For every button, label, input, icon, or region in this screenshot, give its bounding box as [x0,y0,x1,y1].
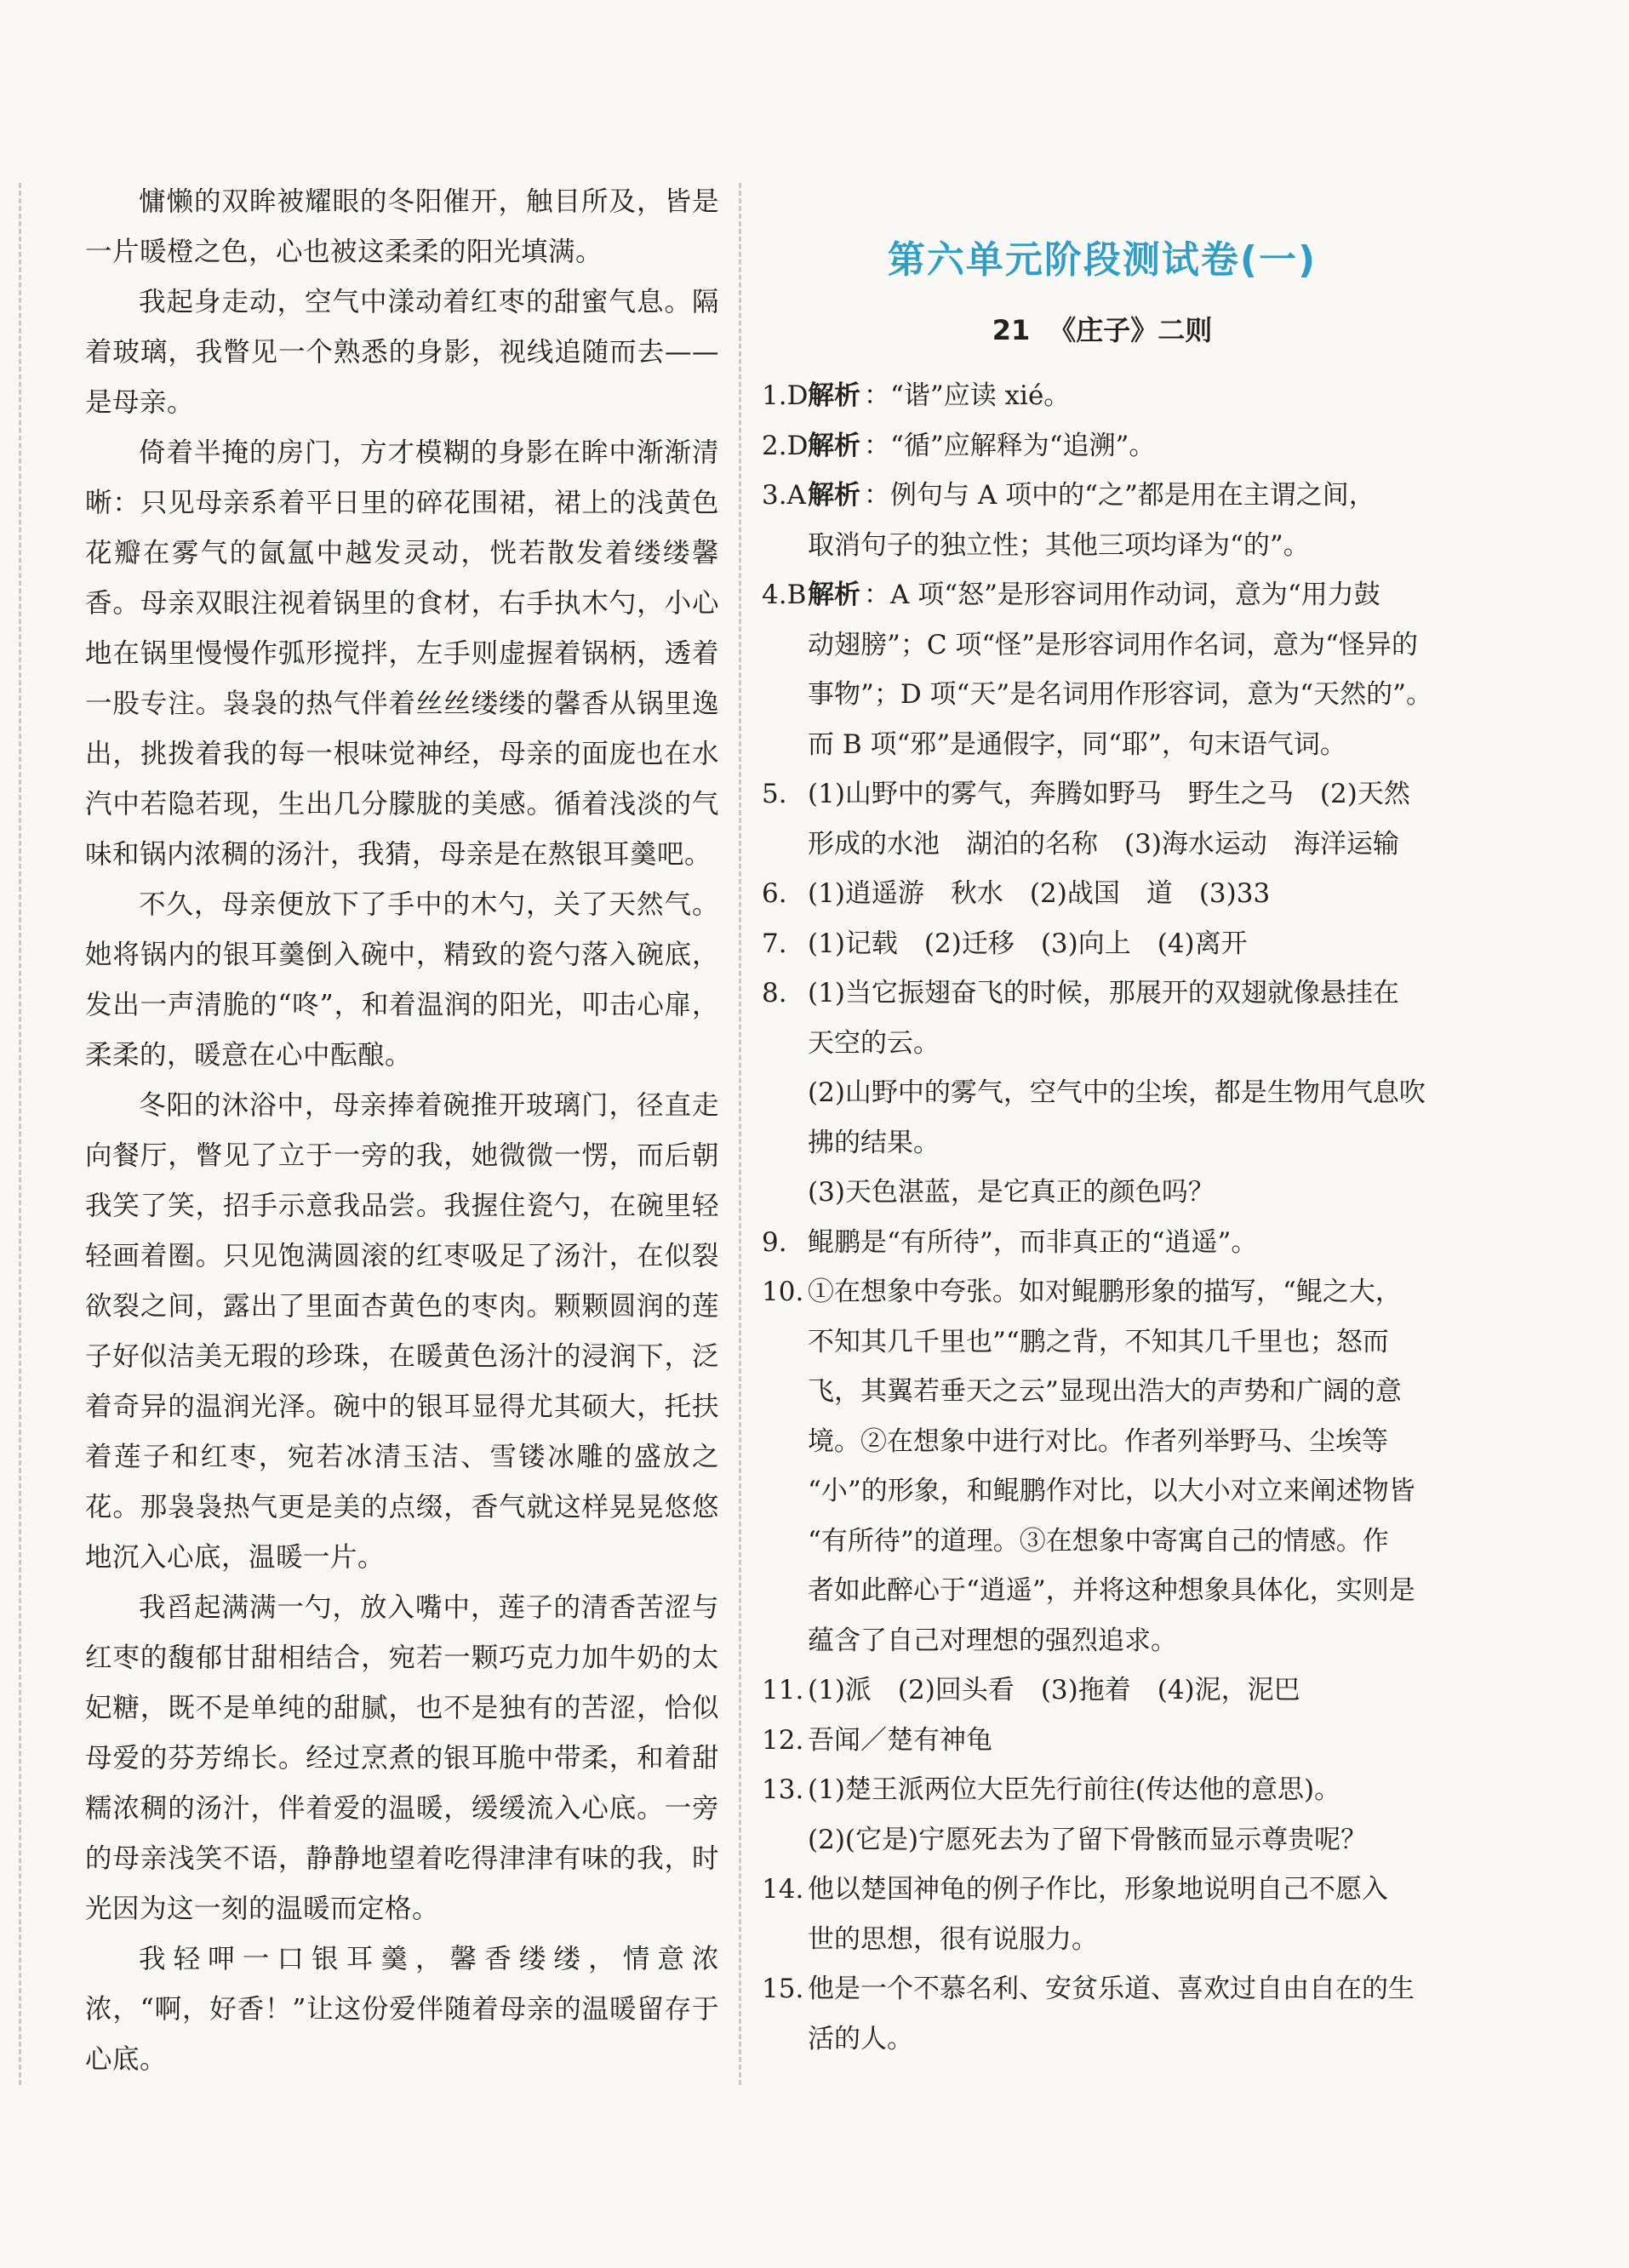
answer-line: “小”的形象，和鲲鹏作对比，以大小对立来阐述物皆 [808,1476,1415,1506]
unit-title: 第六单元阶段测试卷(一) [887,238,1317,282]
answer-line: 他以楚国神龟的例子作比，形象地说明自己不愿入 [808,1874,1388,1905]
answer-line: 飞，其翼若垂天之云”显现出浩大的声势和广阔的意 [808,1376,1402,1407]
answer-line: (1)派 (2)回头看 (3)拖着 (4)泥，泥巴 [808,1675,1300,1705]
answer-line: 取消句子的独立性；其他三项均译为“的”。 [808,529,1310,561]
answer-line: 者如此醉心于“逍遥”，并将这种想象具体化，实则是 [808,1575,1415,1606]
binding-margin-rule [19,183,21,2085]
lesson-name: 《庄子》二则 [1049,314,1213,346]
answer-item [762,471,1443,570]
essay-paragraph: 我轻呷一口银耳羹，馨香缕缕，情意浓浓，“啊，好香！”让这份爱伴随着母亲的温暖留存于心底。 [85,1944,719,2075]
essay-paragraph: 倚着半掩的房门，方才模糊的身影在眸中渐渐清晰：只见母亲系着平日里的碎花围裙，裙上的浅黄色花瓣在雾气的氤氲中越发灵动，恍若散发着缕缕馨香。母亲双眼注视着锅里的食材，右手执木勺，小心地在锅里慢慢作弧形搅拌，左手则虚握着锅柄，透着一股专注。袅袅的热气伴着丝丝缕缕的馨香从锅里逸出，挑拨着我的每一根味觉神经，母亲的面庞也在水汽中若隐若现，生出几分朦胧的美感。循着浅淡的气味和锅内浓稠的汤汁，我猜，母亲是在熬银耳羹吧。 [85,437,719,870]
answer-item [762,1665,1443,1716]
analysis-label: 解析 [808,480,860,511]
answer-line: 天空的云。 [808,1027,940,1059]
column-divider [739,183,741,2085]
answer-item [762,769,1443,869]
answer-item [762,968,1443,1218]
lesson-title [762,308,1443,352]
answer-number: 15. [762,1974,804,2004]
answer-item [762,1218,1443,1268]
answer-number: 2.D [762,430,809,461]
answer-item [762,919,1443,969]
essay-column [85,177,719,2085]
answer-line: 蕴含了自己对理想的强烈追求。 [808,1625,1177,1656]
answer-line: 而 B 项“邪”是通假字，同“耶”，句末语气词。 [808,728,1346,760]
answer-subline: (3)天色湛蓝，是它真正的颜色吗？ [808,1177,1215,1208]
answer-number: 9. [762,1226,787,1258]
answer-line: 动翅膀”；C 项“怪”是形容词用作名词，意为“怪异的 [808,629,1418,660]
answer-item [762,1964,1443,2064]
answer-line: 世的思想，很有说服力。 [808,1923,1098,1955]
answer-line: 活的人。 [808,2023,913,2054]
answer-number: 14. [762,1874,804,1905]
answer-line: 鲲鹏是“有所待”，而非真正的“逍遥”。 [808,1226,1258,1258]
answer-number: 7. [762,928,787,959]
answer-number: 10. [762,1277,804,1307]
answer-line: 事物”；D 项“天”是名词用作形容词，意为“天然的”。 [808,679,1432,710]
answer-line: 形成的水池 湖泊的名称 (3)海水运动 海洋运输 [808,828,1399,860]
answer-item [762,570,1443,769]
analysis-label: 解析 [808,430,860,461]
essay-paragraph: 慵懒的双眸被耀眼的冬阳催开，触目所及，皆是一片暖橙之色，心也被这柔柔的阳光填满。 [85,186,719,267]
answer-line: (1)楚王派两位大臣先行前往(传达他的意思)。 [808,1774,1341,1805]
answer-line: 不知其几千里也”“鹏之背，不知其几千里也；怒而 [808,1326,1389,1357]
answer-number: 5. [762,779,787,809]
answer-number: 8. [762,978,787,1008]
essay-paragraph: 我舀起满满一勺，放入嘴中，莲子的清香苦涩与红枣的馥郁甘甜相结合，宛若一颗巧克力加牛奶的太妃糖，既不是单纯的甜腻，也不是独有的苦涩，恰似母爱的芬芳绵长。经过烹煮的银耳脆中带柔，和着甜糯浓稠的汤汁，伴着爱的温暖，缓缓流入心底。一旁的母亲浅笑不语，静静地望着吃得津津有味的我，时光因为这一刻的温暖而定格。 [85,1592,719,1924]
answer-column [762,235,1443,2064]
analysis-label: 解析 [808,580,860,610]
answer-number: 6. [762,878,787,909]
answer-item [762,1765,1443,1865]
answer-line: (1)记载 (2)迁移 (3)向上 (4)离开 [808,928,1248,959]
answer-line: (1)当它振翅奋飞的时候，那展开的双翅就像悬挂在 [808,978,1399,1008]
answer-item [762,869,1443,919]
answer-list [762,371,1443,2064]
answer-line: ①在想象中夸张。如对鲲鹏形象的描写，“鲲之大， [808,1277,1402,1307]
answer-line: 解析 ：“循”应解释为“追溯”。 [808,430,1156,461]
lesson-number: 21 [992,314,1031,346]
answer-line: 他是一个不慕名利、安贫乐道、喜欢过自由自在的生 [808,1974,1415,2004]
answer-line: (1)逍遥游 秋水 (2)战国 道 (3)33 [808,878,1271,909]
answer-number: 13. [762,1774,804,1805]
essay-paragraph: 我起身走动，空气中漾动着红枣的甜蜜气息。隔着玻璃，我瞥见一个熟悉的身影，视线追随而去——是母亲。 [85,287,719,418]
answer-line: 吾闻／楚有神龟 [808,1724,992,1756]
answer-item [762,421,1443,471]
answer-number: 11. [762,1675,804,1705]
essay-paragraph: 冬阳的沐浴中，母亲捧着碗推开玻璃门，径直走向餐厅，瞥见了立于一旁的我，她微微一愣，而后朝我笑了笑，招手示意我品尝。我握住瓷勺，在碗里轻轻画着圈。只见饱满圆滚的红枣吸足了汤汁，在似裂欲裂之间，露出了里面杏黄色的枣肉。颗颗圆润的莲子好似洁美无瑕的珍珠，在暖黄色汤汁的浸润下，泛着奇异的温润光泽。碗中的银耳显得尤其硕大，托扶着莲子和红枣，宛若冰清玉洁、雪镂冰雕的盛放之花。那袅袅热气更是美的点缀，香气就这样晃晃悠悠地沉入心底，温暖一片。 [85,1090,719,1573]
analysis-label: 解析 [808,380,860,411]
answer-subline: (2)(它是)宁愿死去为了留下骨骸而显示尊贵呢？ [808,1824,1368,1855]
answer-line: (1)山野中的雾气，奔腾如野马 野生之马 (2)天然 [808,779,1410,809]
answer-number: 4.B [762,580,807,610]
answer-line: 解析 ：“谐”应读 xié。 [808,380,1071,411]
answer-line: 境。②在想象中进行对比。作者列举野马、尘埃等 [808,1425,1388,1457]
answer-item [762,1267,1443,1665]
answer-item [762,1865,1443,1964]
answer-number: 3.A [762,480,806,511]
answer-number: 1.D [762,380,809,411]
answer-item [762,1716,1443,1766]
answer-line: 解析 ：例句与 A 项中的“之”都是用在主谓之间， [808,480,1375,511]
answer-subline: (2)山野中的雾气，空气中的尘埃，都是生物用气息吹 [808,1077,1426,1108]
answer-number: 12. [762,1724,804,1756]
answer-subline: 拂的结果。 [808,1127,940,1158]
answer-item [762,371,1443,421]
essay-paragraph: 不久，母亲便放下了手中的木勺，关了天然气。她将锅内的银耳羹倒入碗中，精致的瓷勺落入碗底，发出一声清脆的“咚”，和着温润的阳光，叩击心扉，柔柔的，暖意在心中酝酿。 [85,889,719,1071]
answer-line: 解析 ：A 项“怒”是形容词用作动词，意为“用力鼓 [808,580,1380,610]
answer-line: “有所待”的道理。③在想象中寄寓自己的情感。作 [808,1525,1389,1557]
